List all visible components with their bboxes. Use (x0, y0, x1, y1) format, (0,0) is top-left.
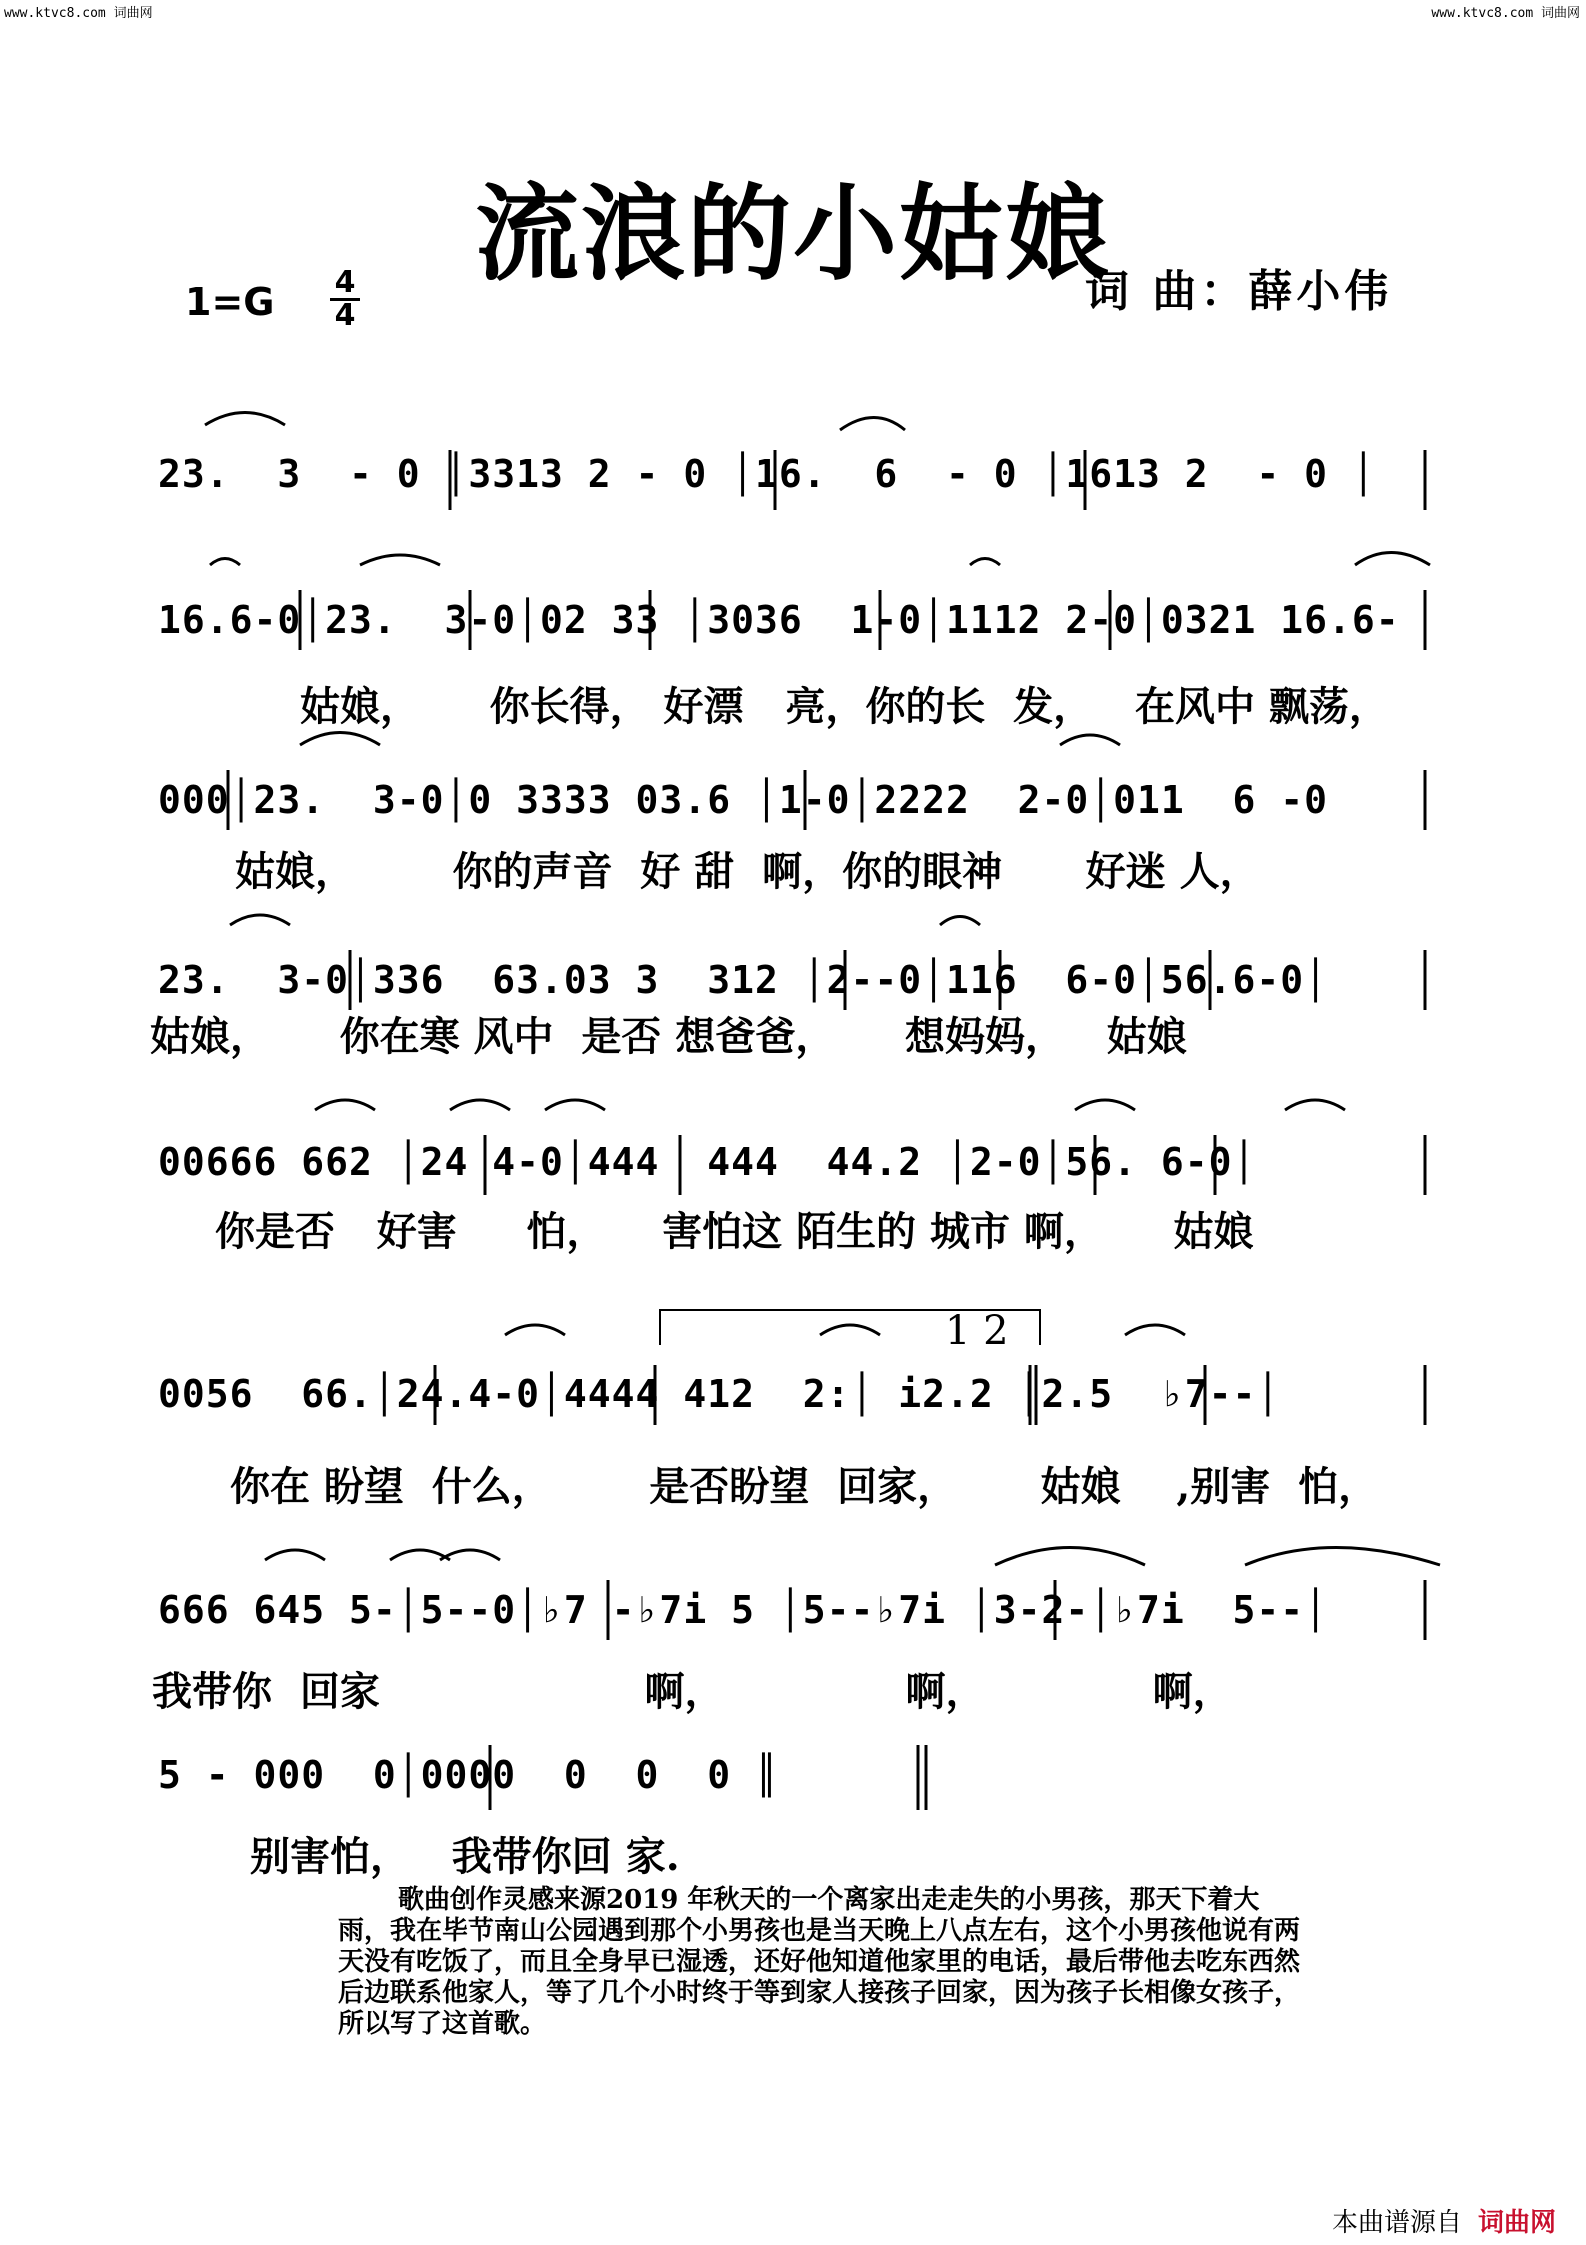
volta-label: 1 2 (945, 1308, 1009, 1354)
footer-source-text: 本曲谱源自 (1331, 2208, 1462, 2238)
notation-line-2: 16.6-0│23. 3-0│02 33 │3036 1-0│1112 2-0│0321 16.6- (158, 598, 1400, 642)
footer-brand[interactable]: 词曲网 (1477, 2208, 1556, 2238)
lyrics-line-4: 姑娘， 你在寒 风中 是否 想爸爸， 想妈妈， 姑娘 (150, 1013, 1187, 1060)
notation-line-1: 23. 3 - 0 │3313 2 - 0 │16. 6 - 0 │1613 2 - 0 │ (158, 452, 1376, 496)
lyrics-line-3: 姑娘， 你的声音 好 甜 啊，你的眼神 好迷 人， (235, 848, 1260, 895)
author-credit: 词 曲：薛小伟 (1085, 266, 1393, 317)
lyrics-line-7: 我带你 回家 啊， 啊， 啊， (152, 1668, 1233, 1715)
time-signature-top: 4 (334, 265, 356, 300)
key-signature: 1=G (185, 280, 275, 324)
footer-source (1332, 2202, 1556, 2239)
song-title: 流浪的小姑娘 (474, 173, 1111, 295)
header-right-watermark: www.ktvc8.com 词曲网 (1431, 6, 1580, 21)
lyrics-line-5: 你是否 好害 怕， 害怕这 陌生的 城市 啊， 姑娘 (215, 1208, 1254, 1255)
song-background-note: 歌曲创作灵感来源2019 年秋天的一个离家出走走失的小男孩，那天下着大雨，我在毕节南山公园遇到那个小男孩也是当天晚上八点左右，这个小男孩他说有两天没有吃饭了，而且全身早已湿透，还好他知道他家里的电话，最后带他去吃东西然后边联系他家人，等了几个小时终于等到家人接孩子回家，因为孩子长相像女孩子，所以写了这首歌。 (338, 1885, 1301, 2039)
lyrics-line-8: 别害怕， 我带你回 家. (250, 1833, 680, 1880)
notation-line-4: 23. 3-0│336 63.03 3 312 │2--0│116 6-0│56.6-0│ (158, 958, 1329, 1002)
header-left-watermark: www.ktvc8.com 词曲网 (4, 6, 153, 21)
notation-line-7: 666 645 5-│5--0│♭7 -♭7i 5 │5--♭7i │3-2-│♭7i 5--│ (158, 1588, 1329, 1632)
lyrics-line-2: 姑娘， 你长得， 好漂 亮，你的长 发， 在风中 飘荡， (300, 683, 1389, 730)
notation-line-5: 00666 662 │24 4-0│444 444 44.2 │2-0│56. 6-0│ (158, 1140, 1257, 1184)
notation-line-3: 000│23. 3-0│0 3333 03.6 │1-0│2222 2-0│011 6 -0 (158, 778, 1329, 822)
time-signature-bottom: 4 (330, 298, 360, 331)
notation-line-6: 0056 66.│24.4-0│4444 412 2:│ i2.2 │2.5 ♭7--│ (158, 1372, 1281, 1416)
notation-line-8: 5 - 000 0│0000 0 0 0 ║ (158, 1753, 779, 1797)
lyrics-line-6: 你在 盼望 什么， 是否盼望 回家， 姑娘 ,别害 怕， (230, 1463, 1379, 1510)
